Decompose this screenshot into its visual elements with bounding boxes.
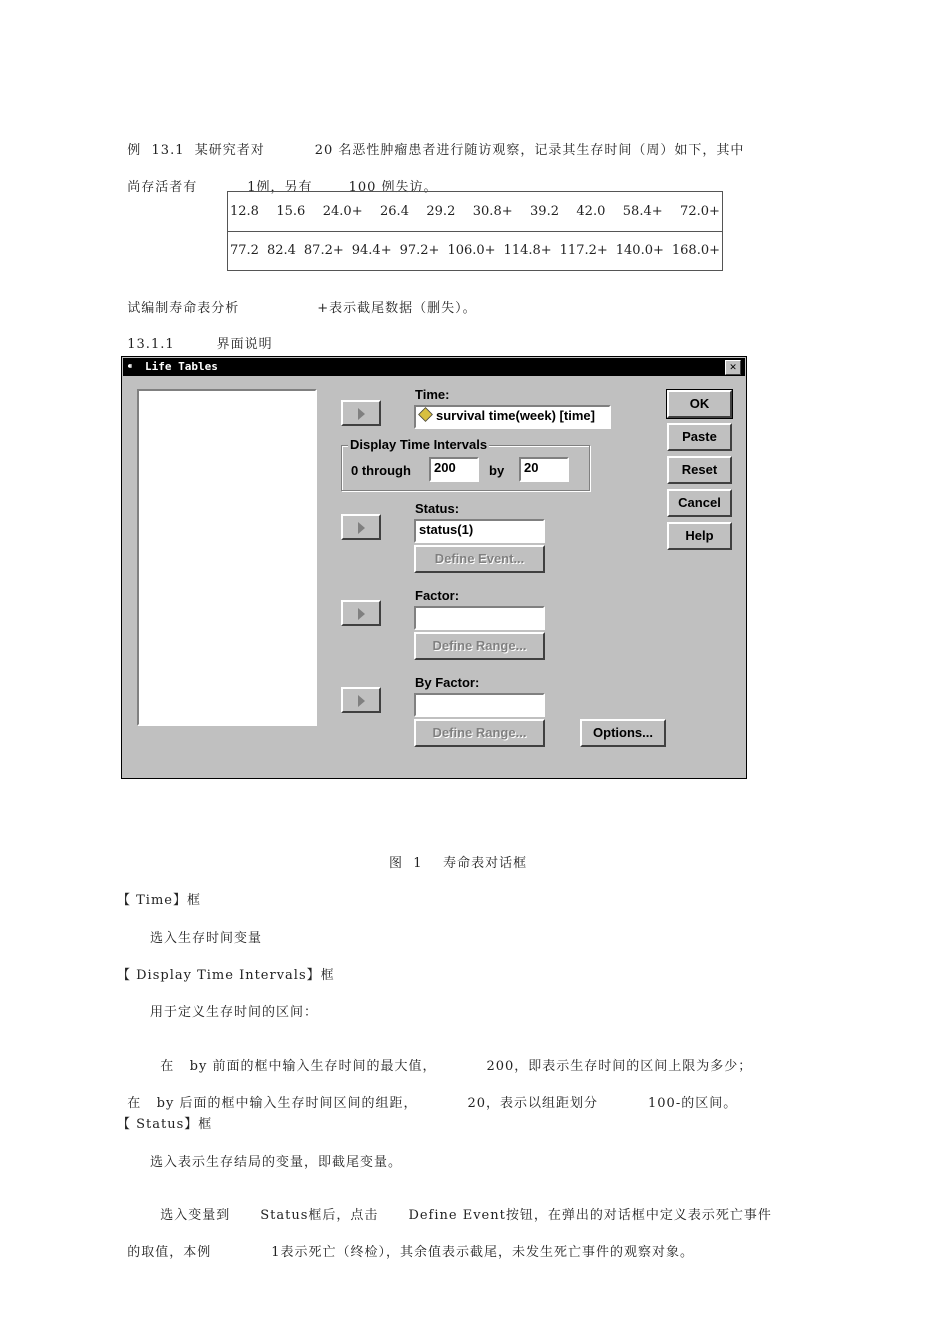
status-line-1-a: 选入变量到 <box>160 1208 231 1223</box>
dti-line-2 <box>117 1080 737 1112</box>
intro-line-1 <box>117 127 744 159</box>
table-value: 97.2+ <box>399 243 440 259</box>
through-value: 200 <box>434 460 456 475</box>
variable-list[interactable] <box>137 389 317 726</box>
status-label: Status: <box>415 501 460 516</box>
intro-line-2-b: 1例，另有 <box>247 180 313 195</box>
factor-label: Factor: <box>415 588 460 603</box>
intro-line-3 <box>117 285 477 317</box>
paste-button[interactable]: Paste <box>667 423 732 451</box>
right-arrow-icon <box>358 695 365 707</box>
table-value: 42.0 <box>576 203 606 219</box>
options-button[interactable]: Options... <box>580 719 666 747</box>
status-line-1 <box>150 1192 772 1224</box>
dti-line-2-a: 在 by 后面的框中输入生存时间区间的组距， <box>127 1096 418 1111</box>
variable-icon <box>418 407 433 422</box>
table-cell <box>228 231 723 271</box>
intro-line-3-a: 试编制寿命表分析 <box>127 301 240 316</box>
table-value: 26.4 <box>380 203 409 219</box>
section-number: 13.1.1 <box>127 337 175 352</box>
by-factor-label: By Factor: <box>415 675 480 690</box>
table-value: 117.2+ <box>559 243 608 259</box>
time-value: survival time(week) [time] <box>436 408 595 423</box>
by-label: by <box>489 463 505 478</box>
status-line-2 <box>117 1229 694 1261</box>
right-arrow-icon <box>358 522 365 534</box>
table-row <box>228 192 723 232</box>
status-description: 选入表示生存结局的变量，即截尾变量。 <box>150 1155 403 1170</box>
table-value: 114.8+ <box>503 243 552 259</box>
move-to-time-button[interactable] <box>341 400 381 426</box>
intro-line-2-a: 尚存活者有 <box>127 180 198 195</box>
dialog-titlebar[interactable] <box>123 358 745 376</box>
time-description: 选入生存时间变量 <box>150 931 263 946</box>
intro-line-1-b: 20 名恶性肿瘤患者进行随访观察，记录其生存时间（周）如下，其中 <box>314 143 745 158</box>
table-value: 29.2 <box>426 203 456 219</box>
table-value: 87.2+ <box>303 243 344 259</box>
life-tables-dialog <box>121 356 747 779</box>
time-field-value <box>419 408 595 423</box>
define-range-button[interactable]: Define Range... <box>414 632 545 660</box>
table-value: 30.8+ <box>472 203 513 219</box>
status-line-1-b: Status框后，点击 <box>260 1208 379 1223</box>
time-heading: 【 Time】框 <box>117 893 201 908</box>
table-value: 58.4+ <box>622 203 663 219</box>
cancel-button[interactable]: Cancel <box>667 489 732 517</box>
dti-line-1 <box>150 1043 752 1075</box>
table-value: 168.0+ <box>671 243 720 259</box>
by-factor-field[interactable] <box>414 693 545 717</box>
help-button[interactable]: Help <box>667 522 732 550</box>
move-to-by-factor-button[interactable] <box>341 687 381 713</box>
status-line-2-a: 的取值，本例 <box>127 1245 212 1260</box>
table-row <box>228 231 723 271</box>
through-label: 0 through <box>351 463 411 478</box>
status-value: status(1) <box>419 522 474 537</box>
table-value: 39.2 <box>530 203 559 219</box>
by-input[interactable] <box>519 457 569 482</box>
by-value: 20 <box>524 460 539 475</box>
define-range-by-factor-button[interactable]: Define Range... <box>414 719 545 747</box>
table-value: 77.2 <box>230 243 259 259</box>
table-value: 24.0+ <box>322 203 363 219</box>
time-label-text: Time: <box>415 387 450 402</box>
time-field[interactable] <box>414 405 611 429</box>
time-label <box>415 387 449 402</box>
spss-app-icon: ⁌ <box>127 360 133 373</box>
status-heading: 【 Status】框 <box>117 1117 213 1132</box>
table-value: 12.8 <box>230 203 259 219</box>
move-to-status-button[interactable] <box>341 514 381 540</box>
section-heading <box>117 321 273 353</box>
dti-description: 用于定义生存时间的区间： <box>150 1005 319 1020</box>
dti-heading: 【 Display Time Intervals】框 <box>117 968 335 983</box>
factor-field[interactable] <box>414 606 545 630</box>
table-value: 72.0+ <box>680 203 720 219</box>
ok-button[interactable]: OK <box>667 390 732 418</box>
status-field[interactable] <box>414 519 545 543</box>
table-value: 94.4+ <box>351 243 392 259</box>
move-to-factor-button[interactable] <box>341 600 381 626</box>
intro-line-3-b: +表示截尾数据（删失）。 <box>317 301 477 316</box>
dti-line-1-b: 200，即表示生存时间的区间上限为多少； <box>486 1059 753 1074</box>
figure-caption: 图 1 寿命表对话框 <box>389 856 528 871</box>
status-line-2-b: 1表示死亡（终检），其余值表示截尾，未发生死亡事件的观察对象。 <box>271 1245 695 1260</box>
section-title: 界面说明 <box>216 337 273 352</box>
table-value: 82.4 <box>266 243 296 259</box>
dti-line-1-a: 在 by 前面的框中输入生存时间的最大值， <box>160 1059 437 1074</box>
survival-data-table <box>227 191 723 271</box>
status-line-1-c: Define Event按钮，在弹出的对话框中定义表示死亡事件 <box>408 1208 772 1223</box>
reset-button[interactable]: Reset <box>667 456 732 484</box>
right-arrow-icon <box>358 608 365 620</box>
dialog-title: Life Tables <box>145 360 218 373</box>
table-value: 140.0+ <box>615 243 664 259</box>
intro-line-1-a: 例 13.1 某研究者对 <box>127 143 265 158</box>
define-event-button[interactable]: Define Event... <box>414 545 545 573</box>
table-value: 106.0+ <box>447 243 496 259</box>
dti-line-2-b: 20，表示以组距划分 <box>467 1096 599 1111</box>
display-time-intervals-title: Display Time Intervals <box>350 437 488 452</box>
dti-line-2-c: 100-的区间。 <box>648 1096 738 1111</box>
table-cell <box>228 192 723 232</box>
right-arrow-icon <box>358 408 365 420</box>
table-value: 15.6 <box>276 203 306 219</box>
intro-line-2-c: 100 例失访。 <box>348 180 438 195</box>
close-icon[interactable]: ✕ <box>725 360 741 375</box>
through-input[interactable] <box>429 457 479 482</box>
